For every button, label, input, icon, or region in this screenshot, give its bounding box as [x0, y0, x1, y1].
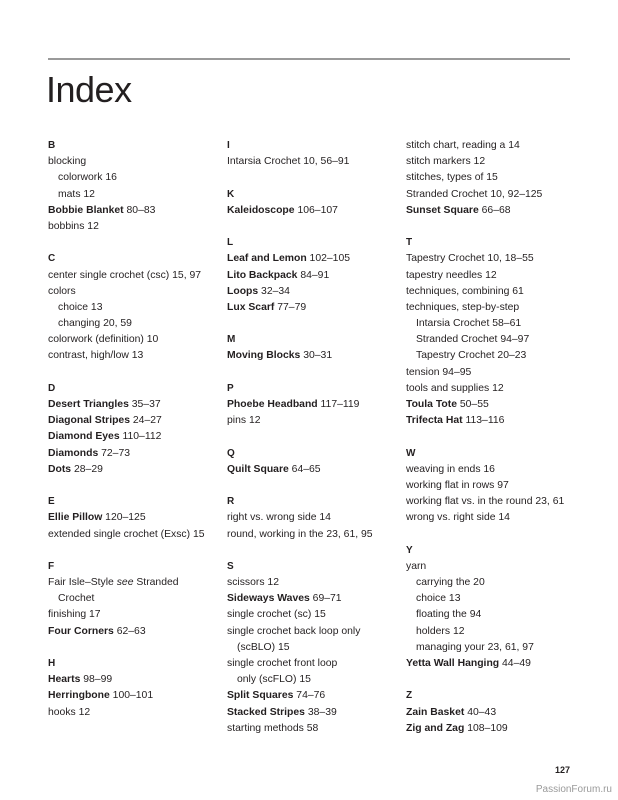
index-entry	[227, 705, 373, 721]
page-title: Index	[46, 69, 132, 110]
entry-text: finishing 17	[48, 609, 101, 621]
index-entry	[48, 527, 205, 543]
index-entry	[48, 154, 205, 170]
entry-text: tapestry needles 12	[406, 269, 497, 281]
section-gap	[227, 219, 373, 235]
index-entry	[227, 413, 373, 429]
index-subentry	[227, 672, 373, 688]
index-entry	[227, 624, 373, 640]
entry-pages: 44–49	[499, 658, 531, 669]
entry-pages: 84–91	[297, 269, 330, 281]
index-subentry	[48, 316, 205, 332]
entry-pages: 74–76	[293, 690, 326, 702]
index-subentry	[48, 300, 205, 316]
index-entry	[406, 203, 564, 219]
entry-pages: 117–119	[317, 399, 360, 410]
section-gap	[227, 429, 373, 445]
index-entry	[406, 170, 564, 186]
index-subentry	[406, 575, 564, 591]
section-gap	[406, 672, 564, 688]
entry-project-name: Sideways Waves	[227, 593, 310, 605]
entry-project-name: Split Squares	[227, 690, 294, 702]
entry-text: working flat in rows 97	[406, 479, 509, 491]
entry-pages: 62–63	[113, 625, 146, 637]
entry-text: Intarsia Crochet 58–61	[416, 318, 522, 330]
index-subentry	[406, 607, 564, 623]
entry-project-name: Kaleidoscope	[227, 204, 295, 216]
index-column-1	[48, 138, 205, 721]
entry-text: colors	[48, 285, 76, 297]
entry-text: stitch markers 12	[406, 156, 486, 168]
index-entry	[227, 397, 373, 413]
index-entry	[48, 462, 205, 478]
index-entry	[406, 284, 564, 300]
entry-project-name: Quilt Square	[227, 463, 289, 475]
entry-project-name: Zain Basket	[406, 706, 465, 718]
entry-pages: 64–65	[288, 463, 321, 475]
entry-text: yarn	[406, 560, 427, 572]
index-entry	[48, 348, 205, 364]
index-entry	[406, 138, 564, 154]
entry-text: Stranded Crochet 10, 92–125	[406, 188, 543, 200]
index-entry	[227, 656, 373, 672]
entry-text: tension 94–95	[406, 366, 472, 378]
entry-text: Stranded Crochet 94–97	[416, 334, 530, 346]
index-entry	[406, 721, 564, 737]
page-number: 127	[555, 765, 571, 775]
index-entry	[227, 607, 373, 623]
index-entry	[406, 494, 564, 510]
top-rule	[48, 58, 570, 60]
section-letter: I	[227, 140, 230, 151]
index-entry	[227, 510, 373, 526]
index-entry	[227, 268, 373, 284]
entry-project-name: Sunset Square	[406, 204, 479, 216]
entry-pages: 80–83	[123, 204, 156, 216]
entry-project-name: Four Corners	[48, 625, 114, 637]
entry-text: stitches, types of 15	[406, 172, 498, 184]
index-entry	[48, 413, 205, 429]
index-entry	[227, 527, 373, 543]
index-entry	[227, 154, 373, 170]
section-gap	[48, 365, 205, 381]
index-entry	[406, 154, 564, 170]
index-column-3	[406, 138, 564, 737]
index-subentry	[48, 170, 205, 186]
entry-pages: 35–37	[128, 399, 161, 410]
entry-project-name: Bobbie Blanket	[48, 204, 124, 216]
index-entry	[406, 251, 564, 267]
index-subentry	[48, 187, 205, 203]
index-entry	[227, 300, 373, 316]
entry-project-name: Loops	[227, 285, 259, 297]
entry-text: mats 12	[58, 188, 95, 200]
entry-pages: 38–39	[304, 706, 337, 718]
entry-project-name: Zig and Zag	[406, 722, 465, 734]
entry-text: wrong vs. right side 14	[406, 512, 510, 524]
index-entry	[48, 219, 205, 235]
section-gap	[227, 170, 373, 186]
entry-text: choice 13	[416, 593, 461, 605]
entry-text: choice 13	[58, 301, 103, 313]
entry-pages: Stranded	[133, 577, 179, 589]
entry-text: Tapestry Crochet 20–23	[416, 350, 527, 362]
entry-pages: 106–107	[294, 204, 338, 216]
entry-project-name: Trifecta Hat	[406, 415, 463, 427]
index-entry	[227, 721, 373, 737]
section-letter: D	[48, 382, 56, 394]
section-letter: E	[48, 496, 55, 508]
entry-text: pins 12	[227, 415, 261, 427]
index-entry	[48, 446, 205, 462]
entry-pages: 98–99	[80, 674, 113, 686]
entry-project-name: Desert Triangles	[48, 399, 129, 410]
entry-text: bobbins 12	[48, 220, 99, 232]
entry-project-name: Dots	[48, 463, 72, 475]
index-subentry	[48, 591, 205, 607]
entry-text: blocking	[48, 156, 87, 168]
index-entry	[48, 203, 205, 219]
section-gap	[227, 365, 373, 381]
index-entry	[48, 688, 205, 704]
index-entry	[48, 624, 205, 640]
index-entry	[48, 705, 205, 721]
index-entry	[227, 348, 373, 364]
section-letter: H	[48, 658, 56, 669]
entry-see-reference: see	[116, 577, 134, 589]
entry-project-name: Diamonds	[48, 447, 99, 459]
entry-pages: 50–55	[456, 399, 489, 410]
entry-text: managing your 23, 61, 97	[416, 641, 534, 653]
entry-project-name: Moving Blocks	[227, 350, 301, 362]
index-entry	[406, 656, 564, 672]
index-entry	[48, 672, 205, 688]
entry-project-name: Phoebe Headband	[227, 399, 318, 410]
entry-pages: 108–109	[464, 722, 508, 734]
section-gap	[227, 478, 373, 494]
index-entry	[227, 251, 373, 267]
index-entry	[48, 429, 205, 445]
index-entry	[406, 462, 564, 478]
section-letter: F	[48, 560, 55, 572]
section-gap	[48, 640, 205, 656]
entry-text: center single crochet (csc) 15, 97	[48, 269, 202, 281]
section-letter: M	[227, 334, 236, 346]
entry-text: changing 20, 59	[58, 318, 132, 330]
entry-pages: 30–31	[300, 350, 333, 362]
entry-text: Intarsia Crochet 10, 56–91	[227, 156, 350, 168]
entry-text: Fair Isle–Style	[48, 577, 117, 589]
index-entry	[48, 397, 205, 413]
section-letter: K	[227, 188, 235, 200]
entry-project-name: Stacked Stripes	[227, 706, 305, 718]
section-gap	[406, 527, 564, 543]
index-subentry	[406, 316, 564, 332]
index-entry	[406, 705, 564, 721]
entry-text: right vs. wrong side 14	[227, 512, 331, 524]
section-letter: Q	[227, 447, 235, 459]
section-letter: S	[227, 560, 234, 572]
entry-pages: 102–105	[306, 253, 351, 265]
section-gap	[406, 219, 564, 235]
section-letter: T	[406, 237, 413, 249]
section-gap	[48, 478, 205, 494]
entry-text: Crochet	[58, 593, 95, 605]
section-gap	[48, 235, 205, 251]
entry-text: single crochet (sc) 15	[227, 609, 326, 621]
entry-pages: 120–125	[102, 512, 146, 524]
index-entry	[227, 284, 373, 300]
entry-text: floating the 94	[416, 609, 482, 621]
index-entry	[406, 187, 564, 203]
index-entry	[406, 365, 564, 381]
section-gap	[227, 543, 373, 559]
index-entry	[227, 575, 373, 591]
entry-text: colorwork (definition) 10	[48, 334, 159, 346]
index-entry	[48, 510, 205, 526]
index-entry	[48, 332, 205, 348]
entry-project-name: Lux Scarf	[227, 301, 275, 313]
section-letter: L	[227, 237, 234, 249]
entry-project-name: Leaf and Lemon	[227, 253, 307, 265]
entry-project-name: Herringbone	[48, 690, 110, 702]
index-entry	[227, 462, 373, 478]
entry-project-name: Yetta Wall Hanging	[406, 658, 500, 669]
section-gap	[48, 543, 205, 559]
index-entry	[406, 478, 564, 494]
index-column-2	[227, 138, 373, 737]
index-entry	[227, 688, 373, 704]
index-subentry	[406, 332, 564, 348]
watermark: PassionForum.ru	[535, 784, 612, 795]
section-gap	[227, 316, 373, 332]
index-entry	[48, 284, 205, 300]
entry-text: tools and supplies 12	[406, 382, 504, 394]
section-letter: C	[48, 253, 56, 265]
section-letter: Z	[406, 690, 413, 702]
entry-text: scissors 12	[227, 577, 279, 589]
index-subentry	[406, 624, 564, 640]
section-letter: B	[48, 140, 56, 151]
entry-pages: 77–79	[274, 301, 307, 313]
entry-pages: 100–101	[109, 690, 154, 702]
section-letter: P	[227, 382, 234, 394]
entry-text: weaving in ends 16	[406, 463, 495, 475]
index-entry	[406, 559, 564, 575]
index-entry	[406, 413, 564, 429]
entry-text: stitch chart, reading a 14	[406, 140, 520, 151]
index-subentry	[406, 640, 564, 656]
index-entry	[406, 397, 564, 413]
entry-text: techniques, combining 61	[406, 285, 524, 297]
index-subentry	[406, 348, 564, 364]
entry-text: techniques, step-by-step	[406, 301, 520, 313]
entry-text: holders 12	[416, 625, 465, 637]
section-letter: Y	[406, 544, 413, 556]
entry-text: starting methods 58	[227, 722, 319, 734]
entry-project-name: Toula Tote	[406, 399, 457, 410]
index-entry	[227, 591, 373, 607]
index-entry	[406, 381, 564, 397]
entry-text: round, working in the 23, 61, 95	[227, 528, 373, 540]
entry-pages: 72–73	[98, 447, 131, 459]
entry-pages: 110–112	[119, 431, 162, 443]
entry-pages: 24–27	[130, 415, 162, 427]
entry-text: working flat vs. in the round 23, 61	[406, 496, 565, 508]
section-gap	[406, 429, 564, 445]
section-letter: W	[406, 447, 416, 459]
entry-text: Tapestry Crochet 10, 18–55	[406, 253, 534, 265]
index-subentry	[406, 591, 564, 607]
index-entry	[48, 268, 205, 284]
index-entry	[406, 300, 564, 316]
section-letter: R	[227, 496, 235, 508]
entry-pages: 40–43	[464, 706, 497, 718]
entry-text: only (scFLO) 15	[237, 674, 311, 686]
entry-project-name: Lito Backpack	[227, 269, 298, 281]
entry-pages: 66–68	[478, 204, 511, 216]
entry-text: carrying the 20	[416, 577, 485, 589]
index-entry	[227, 203, 373, 219]
entry-project-name: Diagonal Stripes	[48, 415, 130, 427]
entry-text: (scBLO) 15	[237, 641, 290, 653]
entry-text: single crochet back loop only	[227, 625, 361, 637]
entry-pages: 28–29	[71, 463, 103, 475]
entry-pages: 32–34	[258, 285, 290, 297]
entry-text: extended single crochet (Exsc) 15	[48, 528, 205, 540]
entry-text: colorwork 16	[58, 172, 117, 184]
entry-text: contrast, high/low 13	[48, 350, 144, 362]
entry-project-name: Ellie Pillow	[48, 512, 103, 524]
index-entry	[48, 575, 205, 591]
entry-pages: 113–116	[462, 415, 505, 427]
entry-pages: 69–71	[309, 593, 342, 605]
entry-text: single crochet front loop	[227, 658, 338, 669]
entry-project-name: Diamond Eyes	[48, 431, 120, 443]
index-entry	[406, 268, 564, 284]
index-entry	[406, 510, 564, 526]
entry-text: hooks 12	[48, 706, 91, 718]
index-entry	[48, 607, 205, 623]
entry-project-name: Hearts	[48, 674, 81, 686]
index-subentry	[227, 640, 373, 656]
